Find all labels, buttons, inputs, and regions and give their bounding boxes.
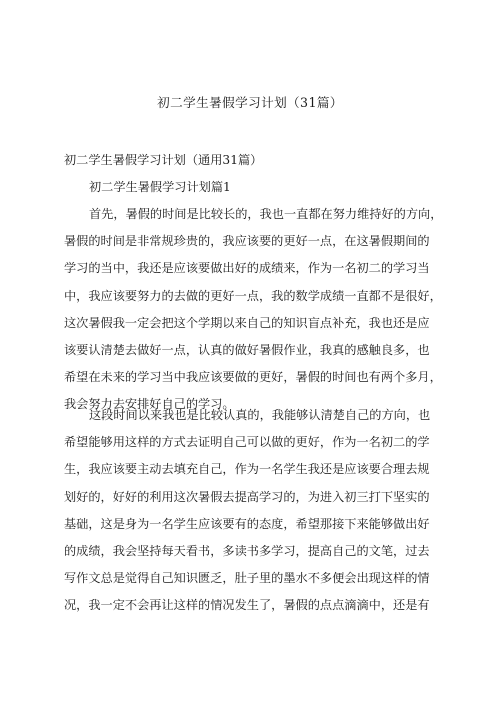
paragraph-line: 生，我应该要主动去填充自己，作为一名学生我还是应该要合理去规 [64, 462, 430, 477]
paragraph-2 [64, 406, 444, 624]
paragraph-line: 中，我应该要努力的去做的更好一点，我的数学成绩一直都不是很好， [64, 288, 442, 303]
paragraph-line: 况，我一定不会再让这样的情况发生了，暑假的点点滴滴中，还是有 [64, 598, 430, 613]
paragraph-line: 希望能够用这样的方式去证明自己可以做的更好，作为一名初二的学 [64, 435, 430, 450]
paragraph-line: 基础，这是身为一名学生应该要有的态度，希望那接下来能够做出好 [64, 516, 430, 531]
paragraph-line: 这段时间以来我也是比较认真的，我能够认清楚自己的方向，也 [89, 408, 431, 422]
paragraph-line: 该要认清楚去做好一点，认真的做好暑假作业，我真的感触良多，也 [64, 342, 430, 357]
paragraph-line: 这次暑假我一定会把这个学期以来自己的知识盲点补充，我也还是应 [64, 315, 430, 330]
paragraph-line: 学习的当中，我还是应该要做出好的成绩来，作为一名初二的学习当 [64, 261, 430, 276]
document-subtitle: 初二学生暑假学习计划（通用31篇） [64, 153, 263, 167]
paragraph-line: 的成绩，我会坚持每天看书，多读书多学习，提高自己的文笔，过去 [64, 543, 430, 558]
document-title: 初二学生暑假学习计划（31篇） [157, 95, 343, 110]
paragraph-line: 暑假的时间是非常规珍贵的，我应该要的更好一点，在这暑假期间的 [64, 234, 430, 249]
section-heading: 初二学生暑假学习计划篇1 [89, 180, 231, 194]
paragraph-line: 我会努力去安排好自己的学习。 [64, 397, 235, 412]
paragraph-line: 写作文总是觉得自己知识匮乏，肚子里的墨水不多便会出现这样的情 [64, 571, 430, 586]
paragraph-line: 希望在未来的学习当中我应该要做的更好，暑假的时间也有两个多月， [64, 370, 442, 385]
paragraph-line: 划好的，好好的利用这次暑假去提高学习的，为进入初三打下坚实的 [64, 489, 430, 504]
paragraph-line: 首先，暑假的时间是比较长的，我也一直都在努力维持好的方向， [89, 207, 443, 221]
paragraph-1 [64, 205, 444, 423]
